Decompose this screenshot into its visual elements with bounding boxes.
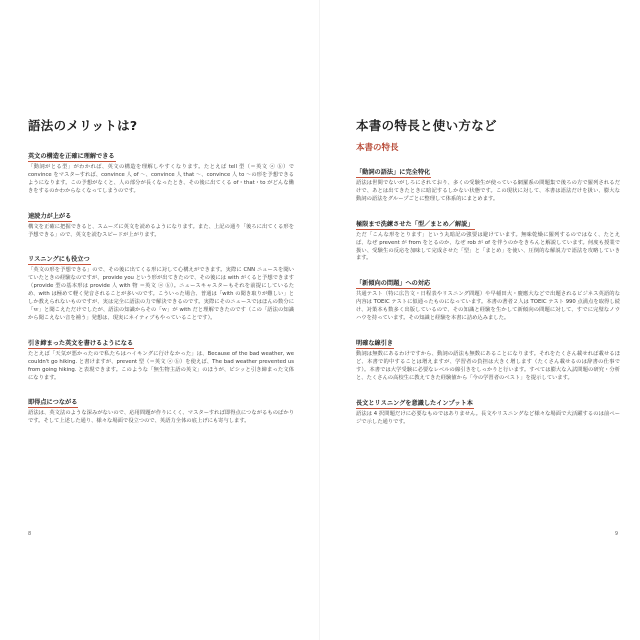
section-body: 語法は 4 択問題だけに必要なものではありません。長文やリスニングなど様々な場面で大活躍するのは前ページで示した通りです。: [356, 410, 620, 425]
section-heading: 「動詞の語法」に完全特化: [356, 169, 431, 176]
section-heading: 即得点につながる: [28, 399, 78, 407]
section-input-book: [356, 390, 620, 427]
section-refined-format: [356, 211, 620, 264]
section-heading: 極限まで洗練させた「型／まとめ／解説」: [356, 220, 474, 228]
section-body: ただ「こんな形をとります」という丸暗記の強要は避けています。無味乾燥に羅列するのではなく、たとえば、なぜ prevent が from をとるのか、なぜ rob が of を伴うのかをきちんと解説しています。何度も授業で扱い、受験生の反応を加味して完成させた「型」と「まとめ」を使い、圧倒的な解説力で語法を攻略していきます。: [356, 231, 620, 262]
section-structure: [28, 143, 294, 196]
page-title: 本書の特長と使い方など: [356, 118, 497, 133]
section-heading: 「新傾向の問題」への対応: [356, 280, 431, 288]
section-clear-line: [356, 330, 620, 383]
section-heading: リスニングにも役立つ: [28, 256, 90, 264]
section-body: 構文を正確に把握できると、スムーズに英文を読めるようになります。また、上記の通り「後ろに出てくる形を予想できる」ので、英文を読むスピードが上がります。: [28, 223, 294, 238]
section-scores: [28, 389, 294, 426]
page-number: 8: [28, 531, 32, 537]
section-body: たとえば「天気が悪かったので私たちはハイキングに行けなかった」は、Because of the bad weather, we couldn't go hiking. と書けますが、prevent 型（＝英文 ⓐ ⓑ）を使えば、The bad weather prevented us from going hiking. と表現できます。このような「無生物主語の英文」のほうが、ピシッと引き締まった文体になります。: [28, 350, 294, 381]
section-heading: 明確な線引き: [356, 339, 394, 347]
section-body: 共通テスト（特に広告文・日程表やリスニング問題）や早稲田大・慶應大などで出題されるビジネス英語的な内容は TOEIC テストに似通ったものになっています。本書の著者２人は TOEIC テスト 990 点満点を取得し続け、対策本も数多く出版しているので、その知識と経験を生かして新傾向の問題に対して、すでに完璧なノウハウを持っています。その知識と経験を本書に詰め込みました。: [356, 291, 620, 322]
section-body: 「英文の形を予想できる」ので、その後に出てくる形に対して心構えができます。実際に CNN ニュースを聞いていたときの経験なのですが、provide you という形が出てきたので、その後には with がくると予想できます（provide 型の基本形は provide 人 with 物 ＝英文 ⓐ ⓑ）。ニュースキャスターもそれを前提にしているため、with は極めて軽く発音されることが多いのです。こういった場合、普通は「with の聞き取りが難しい」としか教えられないものですが、実は完全に語法の力で解決できるのです。実際にそのニュースではほんの数分に「ｗ」と聞こえただけでしたが、語法の知識からその「ｗ」が with だと理解できたのです（この「語法の知識から聞こえない音を補う」発想は、現実にネイティブもやっていることです）。: [28, 267, 294, 321]
section-heading: 引き締まった英文を書けるようになる: [28, 339, 134, 347]
left-column: [28, 116, 294, 433]
section-heading: 英文の構造を正確に理解できる: [28, 153, 115, 160]
right-page: [320, 0, 640, 640]
features-tag: 本書の特長: [356, 143, 399, 153]
section-body: 動詞は無数にあるわけですから、動詞の語法も無数にあることになります。それをたくさん載せれば載せるほど、本書で的中することは増えますが、学習者の負担は大きく増します（たくさん載せるのは辞書の仕事です）。本書では大学受験に必要なレベルの線引きをしっかりと行います。すべては膨大な入試問題の研究・分析と、たくさんの高校生に教えてきた経験値から「今の学習者のベスト」を提示しています。: [356, 350, 620, 381]
section-body: 語法は、英文法のような深みがないので、応用問題が作りにくく、マスターすれば即得点につながるものばかりです。そして上述した通り、様々な場面で役立つので、英語力全体の底上げにも寄与します。: [28, 410, 294, 425]
section-heading: 長文とリスニングを意識したインプット本: [356, 399, 473, 407]
right-column: [356, 116, 620, 433]
page-title: 語法のメリットは?: [28, 118, 138, 133]
section-listening: [28, 246, 294, 322]
section-body: 語法は世間でないがしろにされており、多くの受験生が使っている網羅系の問題集で後ろの方で羅列されるだけで、あとは出てきたときに暗記するしかない状態です。この現状に対して、本書は語法だけを扱い、膨大な動詞の語法をグループごとに整理して体系的にまとめます。: [356, 180, 620, 202]
section-heading: 速読力が上がる: [28, 212, 72, 220]
section-reading-speed: [28, 203, 294, 240]
section-new-trends: [356, 270, 620, 323]
section-body: 「動詞がとる型」がわかれば、英文の構造を理解しやすくなります。たとえば tell 型（＝英文 ⓐ ⓑ）で convince をマスターすれば、convince 人 of 〜、convince 人 that 〜、convince 人 to 〜の形を予想できるようになります。この予想がなくと、人の部分が長くなったとき、その後に出てくる of・that・to がどんな働きをするのかわからなくなってしまうのです。: [28, 164, 294, 194]
page-number: 9: [614, 531, 618, 537]
section-verb-focus: [356, 159, 620, 204]
section-writing: [28, 330, 294, 383]
